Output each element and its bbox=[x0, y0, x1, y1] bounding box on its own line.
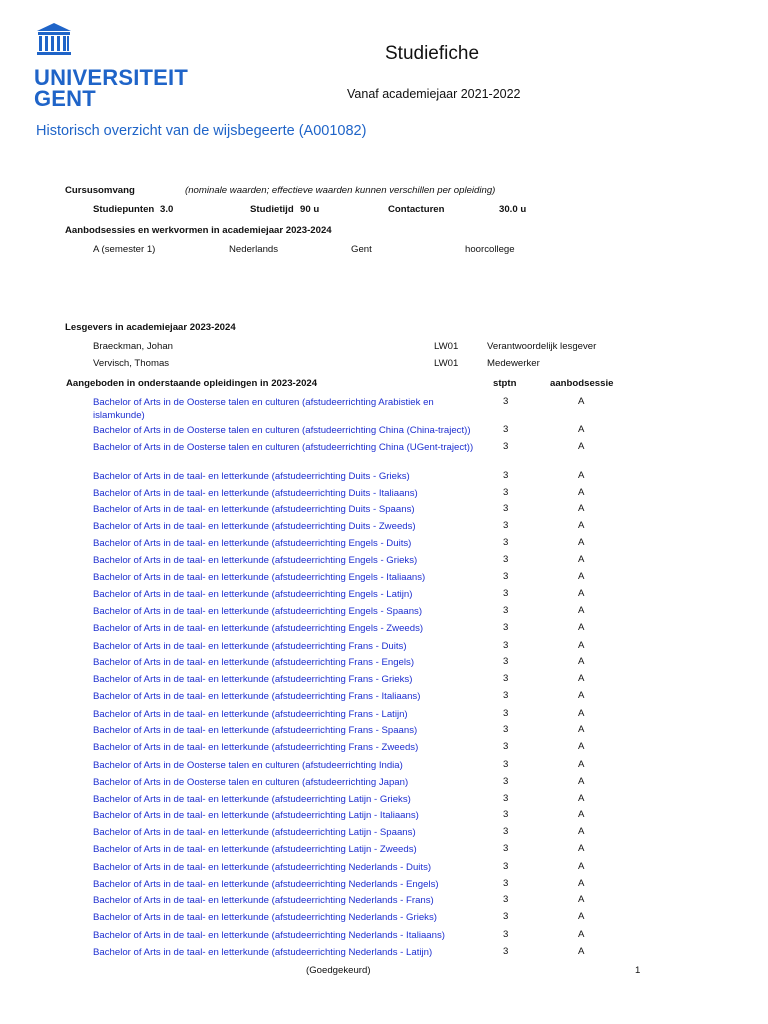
lesgever-code: LW01 bbox=[434, 358, 459, 369]
document-subtitle: Vanaf academiejaar 2021-2022 bbox=[347, 87, 521, 101]
programme-link[interactable]: Bachelor of Arts in de taal- en letterkunde (afstudeerrichting Engels - Zweeds) bbox=[93, 623, 424, 634]
programme-aanbodsessie: A bbox=[578, 894, 585, 905]
page-number: 1 bbox=[635, 965, 641, 976]
aanbod-plaats: Gent bbox=[351, 244, 372, 255]
contacturen-value: 30.0 u bbox=[499, 204, 527, 215]
programme-link[interactable]: Bachelor of Arts in de taal- en letterkunde (afstudeerrichting Engels - Duits) bbox=[93, 538, 412, 549]
programme-stptn: 3 bbox=[503, 441, 509, 452]
programme-stptn: 3 bbox=[503, 396, 509, 407]
programme-aanbodsessie: A bbox=[578, 793, 585, 804]
programme-aanbodsessie: A bbox=[578, 520, 585, 531]
ugent-logo bbox=[34, 22, 188, 112]
programme-stptn: 3 bbox=[503, 605, 509, 616]
programme-stptn: 3 bbox=[503, 759, 509, 770]
programme-link[interactable]: Bachelor of Arts in de Oosterse talen en culturen (afstudeerrichting China (China-traject)) bbox=[93, 425, 471, 436]
programme-link[interactable]: Bachelor of Arts in de Oosterse talen en culturen (afstudeerrichting Japan) bbox=[93, 777, 409, 788]
programme-aanbodsessie: A bbox=[578, 911, 585, 922]
programme-aanbodsessie: A bbox=[578, 776, 585, 787]
lesgever-name: Vervisch, Thomas bbox=[93, 358, 170, 369]
programme-aanbodsessie: A bbox=[578, 537, 585, 548]
programme-stptn: 3 bbox=[503, 537, 509, 548]
programme-link[interactable]: Bachelor of Arts in de Oosterse talen en culturen (afstudeerrichting China (UGent-traject)) bbox=[93, 442, 474, 453]
programme-link[interactable]: Bachelor of Arts in de taal- en letterkunde (afstudeerrichting Nederlands - Latijn) bbox=[93, 947, 433, 958]
programme-stptn: 3 bbox=[503, 793, 509, 804]
programme-stptn: 3 bbox=[503, 741, 509, 752]
programme-link[interactable]: Bachelor of Arts in de taal- en letterkunde (afstudeerrichting Duits - Spaans) bbox=[93, 504, 415, 515]
programme-link[interactable]: Bachelor of Arts in de taal- en letterkunde (afstudeerrichting Nederlands - Grieks) bbox=[93, 912, 437, 923]
programme-link[interactable]: Bachelor of Arts in de taal- en letterkunde (afstudeerrichting Frans - Italiaans) bbox=[93, 691, 421, 702]
programme-stptn: 3 bbox=[503, 640, 509, 651]
studiepunten-value: 3.0 bbox=[160, 204, 174, 215]
programme-aanbodsessie: A bbox=[578, 673, 585, 684]
aanbod-heading: Aanbodsessies en werkvormen in academiejaar 2023-2024 bbox=[65, 225, 332, 236]
programme-stptn: 3 bbox=[503, 946, 509, 957]
programme-stptn: 3 bbox=[503, 776, 509, 787]
programme-aanbodsessie: A bbox=[578, 622, 585, 633]
cursusomvang-label: Cursusomvang bbox=[65, 185, 135, 196]
programme-stptn: 3 bbox=[503, 894, 509, 905]
programme-link[interactable]: Bachelor of Arts in de taal- en letterkunde (afstudeerrichting Latijn - Italiaans) bbox=[93, 810, 419, 821]
programme-link[interactable]: Bachelor of Arts in de taal- en letterkunde (afstudeerrichting Engels - Italiaans) bbox=[93, 572, 426, 583]
programme-link[interactable]: Bachelor of Arts in de Oosterse talen en culturen (afstudeerrichting India) bbox=[93, 760, 403, 771]
programme-aanbodsessie: A bbox=[578, 843, 585, 854]
programme-aanbodsessie: A bbox=[578, 861, 585, 872]
programme-stptn: 3 bbox=[503, 673, 509, 684]
programme-link[interactable]: Bachelor of Arts in de taal- en letterkunde (afstudeerrichting Duits - Grieks) bbox=[93, 471, 410, 482]
programme-aanbodsessie: A bbox=[578, 588, 585, 599]
programme-aanbodsessie: A bbox=[578, 424, 585, 435]
programme-stptn: 3 bbox=[503, 622, 509, 633]
programme-aanbodsessie: A bbox=[578, 826, 585, 837]
programme-aanbodsessie: A bbox=[578, 571, 585, 582]
programme-link[interactable]: Bachelor of Arts in de Oosterse talen en culturen (afstudeerrichting Arabistiek en islamkunde) bbox=[93, 397, 434, 421]
programme-aanbodsessie: A bbox=[578, 878, 585, 889]
programme-link[interactable]: Bachelor of Arts in de taal- en letterkunde (afstudeerrichting Nederlands - Engels) bbox=[93, 879, 439, 890]
programme-stptn: 3 bbox=[503, 520, 509, 531]
programme-stptn: 3 bbox=[503, 843, 509, 854]
logo-line-1: UNIVERSITEIT bbox=[34, 65, 188, 90]
programme-link[interactable]: Bachelor of Arts in de taal- en letterkunde (afstudeerrichting Frans - Latijn) bbox=[93, 709, 408, 720]
programme-link[interactable]: Bachelor of Arts in de taal- en letterkunde (afstudeerrichting Frans - Zweeds) bbox=[93, 742, 419, 753]
programme-link[interactable]: Bachelor of Arts in de taal- en letterkunde (afstudeerrichting Frans - Duits) bbox=[93, 641, 407, 652]
aanbod-taal: Nederlands bbox=[229, 244, 279, 255]
aanbod-werkvorm: hoorcollege bbox=[465, 244, 515, 255]
programme-link[interactable]: Bachelor of Arts in de taal- en letterkunde (afstudeerrichting Engels - Spaans) bbox=[93, 606, 423, 617]
programme-aanbodsessie: A bbox=[578, 554, 585, 565]
lesgevers-heading: Lesgevers in academiejaar 2023-2024 bbox=[65, 322, 236, 333]
programme-link[interactable]: Bachelor of Arts in de taal- en letterkunde (afstudeerrichting Duits - Zweeds) bbox=[93, 521, 416, 532]
programme-aanbodsessie: A bbox=[578, 640, 585, 651]
programme-link[interactable]: Bachelor of Arts in de taal- en letterkunde (afstudeerrichting Latijn - Grieks) bbox=[93, 794, 411, 805]
contacturen-label: Contacturen bbox=[388, 204, 445, 215]
programme-aanbodsessie: A bbox=[578, 487, 585, 498]
programme-stptn: 3 bbox=[503, 878, 509, 889]
programme-stptn: 3 bbox=[503, 487, 509, 498]
programme-aanbodsessie: A bbox=[578, 929, 585, 940]
lesgever-role: Medewerker bbox=[487, 358, 540, 369]
programme-stptn: 3 bbox=[503, 690, 509, 701]
programme-stptn: 3 bbox=[503, 929, 509, 940]
programme-link[interactable]: Bachelor of Arts in de taal- en letterkunde (afstudeerrichting Nederlands - Italiaans) bbox=[93, 930, 445, 941]
column-header-stptn: stptn bbox=[493, 378, 517, 389]
programme-stptn: 3 bbox=[503, 656, 509, 667]
programme-link[interactable]: Bachelor of Arts in de taal- en letterkunde (afstudeerrichting Frans - Grieks) bbox=[93, 674, 413, 685]
programme-aanbodsessie: A bbox=[578, 396, 585, 407]
programme-link[interactable]: Bachelor of Arts in de taal- en letterkunde (afstudeerrichting Nederlands - Duits) bbox=[93, 862, 432, 873]
footer-status: (Goedgekeurd) bbox=[306, 965, 371, 976]
programme-link[interactable]: Bachelor of Arts in de taal- en letterkunde (afstudeerrichting Latijn - Zweeds) bbox=[93, 844, 417, 855]
lesgever-name: Braeckman, Johan bbox=[93, 341, 173, 352]
programme-stptn: 3 bbox=[503, 911, 509, 922]
programme-aanbodsessie: A bbox=[578, 741, 585, 752]
programme-stptn: 3 bbox=[503, 724, 509, 735]
opleidingen-heading: Aangeboden in onderstaande opleidingen in 2023-2024 bbox=[66, 378, 318, 389]
programme-stptn: 3 bbox=[503, 861, 509, 872]
programme-aanbodsessie: A bbox=[578, 708, 585, 719]
studietijd-value: 90 u bbox=[300, 204, 320, 215]
programme-link[interactable]: Bachelor of Arts in de taal- en letterkunde (afstudeerrichting Latijn - Spaans) bbox=[93, 827, 416, 838]
document-title: Studiefiche bbox=[385, 43, 480, 64]
programme-link[interactable]: Bachelor of Arts in de taal- en letterkunde (afstudeerrichting Nederlands - Frans) bbox=[93, 895, 434, 906]
programme-aanbodsessie: A bbox=[578, 441, 585, 452]
programme-stptn: 3 bbox=[503, 809, 509, 820]
programme-link[interactable]: Bachelor of Arts in de taal- en letterkunde (afstudeerrichting Duits - Italiaans) bbox=[93, 488, 418, 499]
programme-link[interactable]: Bachelor of Arts in de taal- en letterkunde (afstudeerrichting Frans - Engels) bbox=[93, 657, 415, 668]
programme-aanbodsessie: A bbox=[578, 759, 585, 770]
programme-stptn: 3 bbox=[503, 571, 509, 582]
studiepunten-label: Studiepunten bbox=[93, 204, 155, 215]
programme-aanbodsessie: A bbox=[578, 809, 585, 820]
cursusomvang-note: (nominale waarden; effectieve waarden kunnen verschillen per opleiding) bbox=[185, 185, 496, 196]
programme-link[interactable]: Bachelor of Arts in de taal- en letterkunde (afstudeerrichting Frans - Spaans) bbox=[93, 725, 418, 736]
programme-stptn: 3 bbox=[503, 503, 509, 514]
course-title: Historisch overzicht van de wijsbegeerte (A001082) bbox=[36, 123, 367, 139]
studietijd-label: Studietijd bbox=[250, 204, 294, 215]
programme-aanbodsessie: A bbox=[578, 656, 585, 667]
lesgever-role: Verantwoordelijk lesgever bbox=[487, 341, 597, 352]
programme-stptn: 3 bbox=[503, 708, 509, 719]
programme-stptn: 3 bbox=[503, 470, 509, 481]
programme-stptn: 3 bbox=[503, 554, 509, 565]
programme-stptn: 3 bbox=[503, 424, 509, 435]
programme-aanbodsessie: A bbox=[578, 470, 585, 481]
aanbod-semester: A (semester 1) bbox=[93, 244, 156, 255]
programme-aanbodsessie: A bbox=[578, 605, 585, 616]
programme-link[interactable]: Bachelor of Arts in de taal- en letterkunde (afstudeerrichting Engels - Grieks) bbox=[93, 555, 418, 566]
programme-stptn: 3 bbox=[503, 588, 509, 599]
programme-aanbodsessie: A bbox=[578, 946, 585, 957]
programme-stptn: 3 bbox=[503, 826, 509, 837]
logo-line-2: GENT bbox=[34, 86, 96, 111]
lesgever-code: LW01 bbox=[434, 341, 459, 352]
programme-aanbodsessie: A bbox=[578, 724, 585, 735]
programme-aanbodsessie: A bbox=[578, 690, 585, 701]
column-header-aanbodsessie: aanbodsessie bbox=[550, 378, 614, 389]
programme-link[interactable]: Bachelor of Arts in de taal- en letterkunde (afstudeerrichting Engels - Latijn) bbox=[93, 589, 413, 600]
programme-aanbodsessie: A bbox=[578, 503, 585, 514]
university-building-icon bbox=[36, 22, 72, 58]
